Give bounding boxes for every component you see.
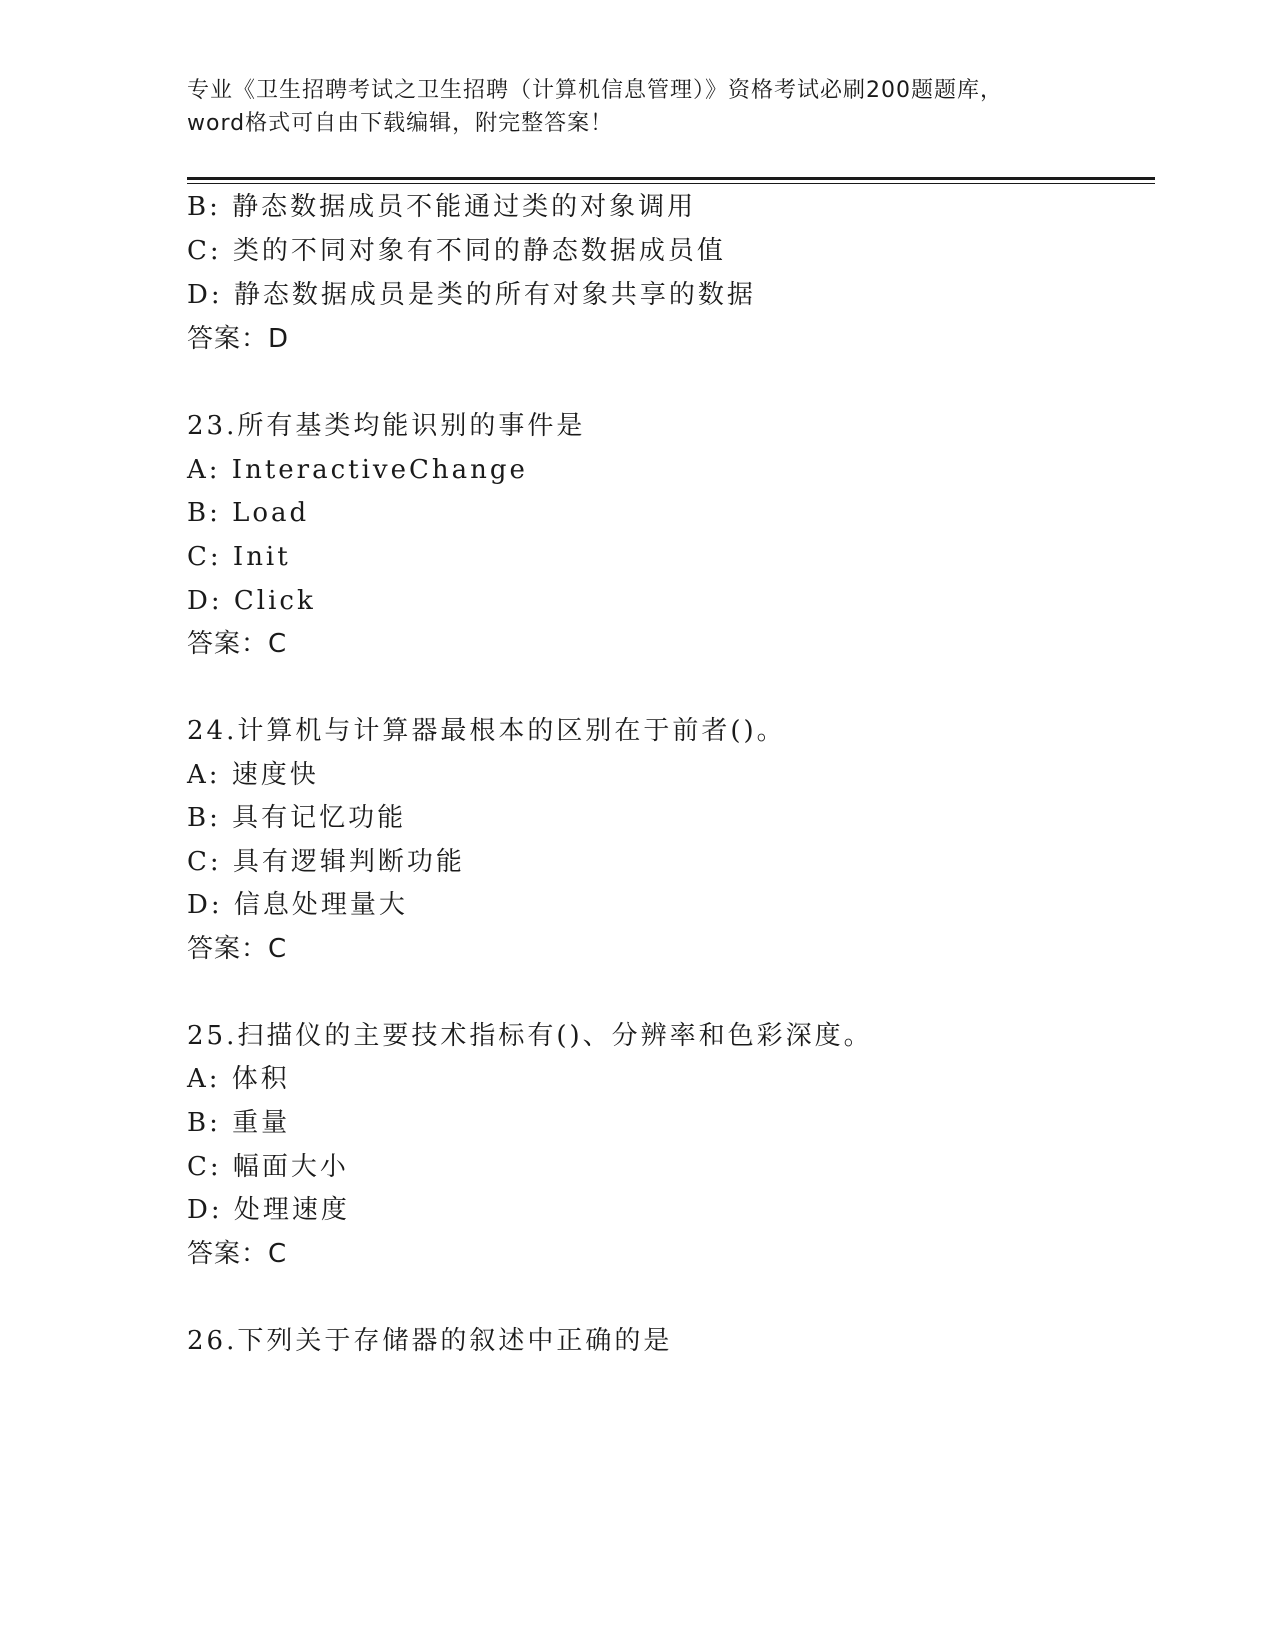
q22-answer: 答案：D	[187, 324, 290, 354]
q23-stem: 23.所有基类均能识别的事件是	[187, 411, 586, 441]
q25-option-b: B: 重量	[187, 1108, 291, 1138]
header-divider-thick	[187, 177, 1155, 180]
q22-option-b: B: 静态数据成员不能通过类的对象调用	[187, 192, 697, 222]
q26-stem: 26.下列关于存储器的叙述中正确的是	[187, 1326, 673, 1356]
q24-option-d: D: 信息处理量大	[187, 890, 408, 920]
q23-option-d: D: Click	[187, 586, 316, 616]
q23-option-b: B: Load	[187, 498, 310, 528]
q23-option-c: C: Init	[187, 542, 291, 572]
q23-option-a: A: InteractiveChange	[187, 455, 528, 485]
q24-option-a: A: 速度快	[187, 760, 319, 790]
header-divider-thin	[187, 183, 1155, 184]
q25-option-d: D: 处理速度	[187, 1195, 350, 1225]
q25-stem: 25.扫描仪的主要技术指标有()、分辨率和色彩深度。	[187, 1021, 873, 1051]
q25-option-a: A: 体积	[187, 1064, 290, 1094]
q24-option-c: C: 具有逻辑判断功能	[187, 847, 465, 877]
q25-answer: 答案：C	[187, 1239, 288, 1269]
q25-option-c: C: 幅面大小	[187, 1152, 349, 1182]
q23-answer: 答案：C	[187, 629, 288, 659]
q24-option-b: B: 具有记忆功能	[187, 803, 407, 833]
q22-option-c: C: 类的不同对象有不同的静态数据成员值	[187, 236, 726, 266]
q24-answer: 答案：C	[187, 934, 288, 964]
header-line-1: 专业《卫生招聘考试之卫生招聘（计算机信息管理）》资格考试必刷200题题库，	[187, 78, 1003, 103]
q22-option-d: D: 静态数据成员是类的所有对象共享的数据	[187, 280, 756, 310]
header-line-2: word格式可自由下载编辑，附完整答案！	[187, 111, 614, 136]
document-header	[187, 74, 1087, 140]
q24-stem: 24.计算机与计算器最根本的区别在于前者()。	[187, 716, 786, 746]
